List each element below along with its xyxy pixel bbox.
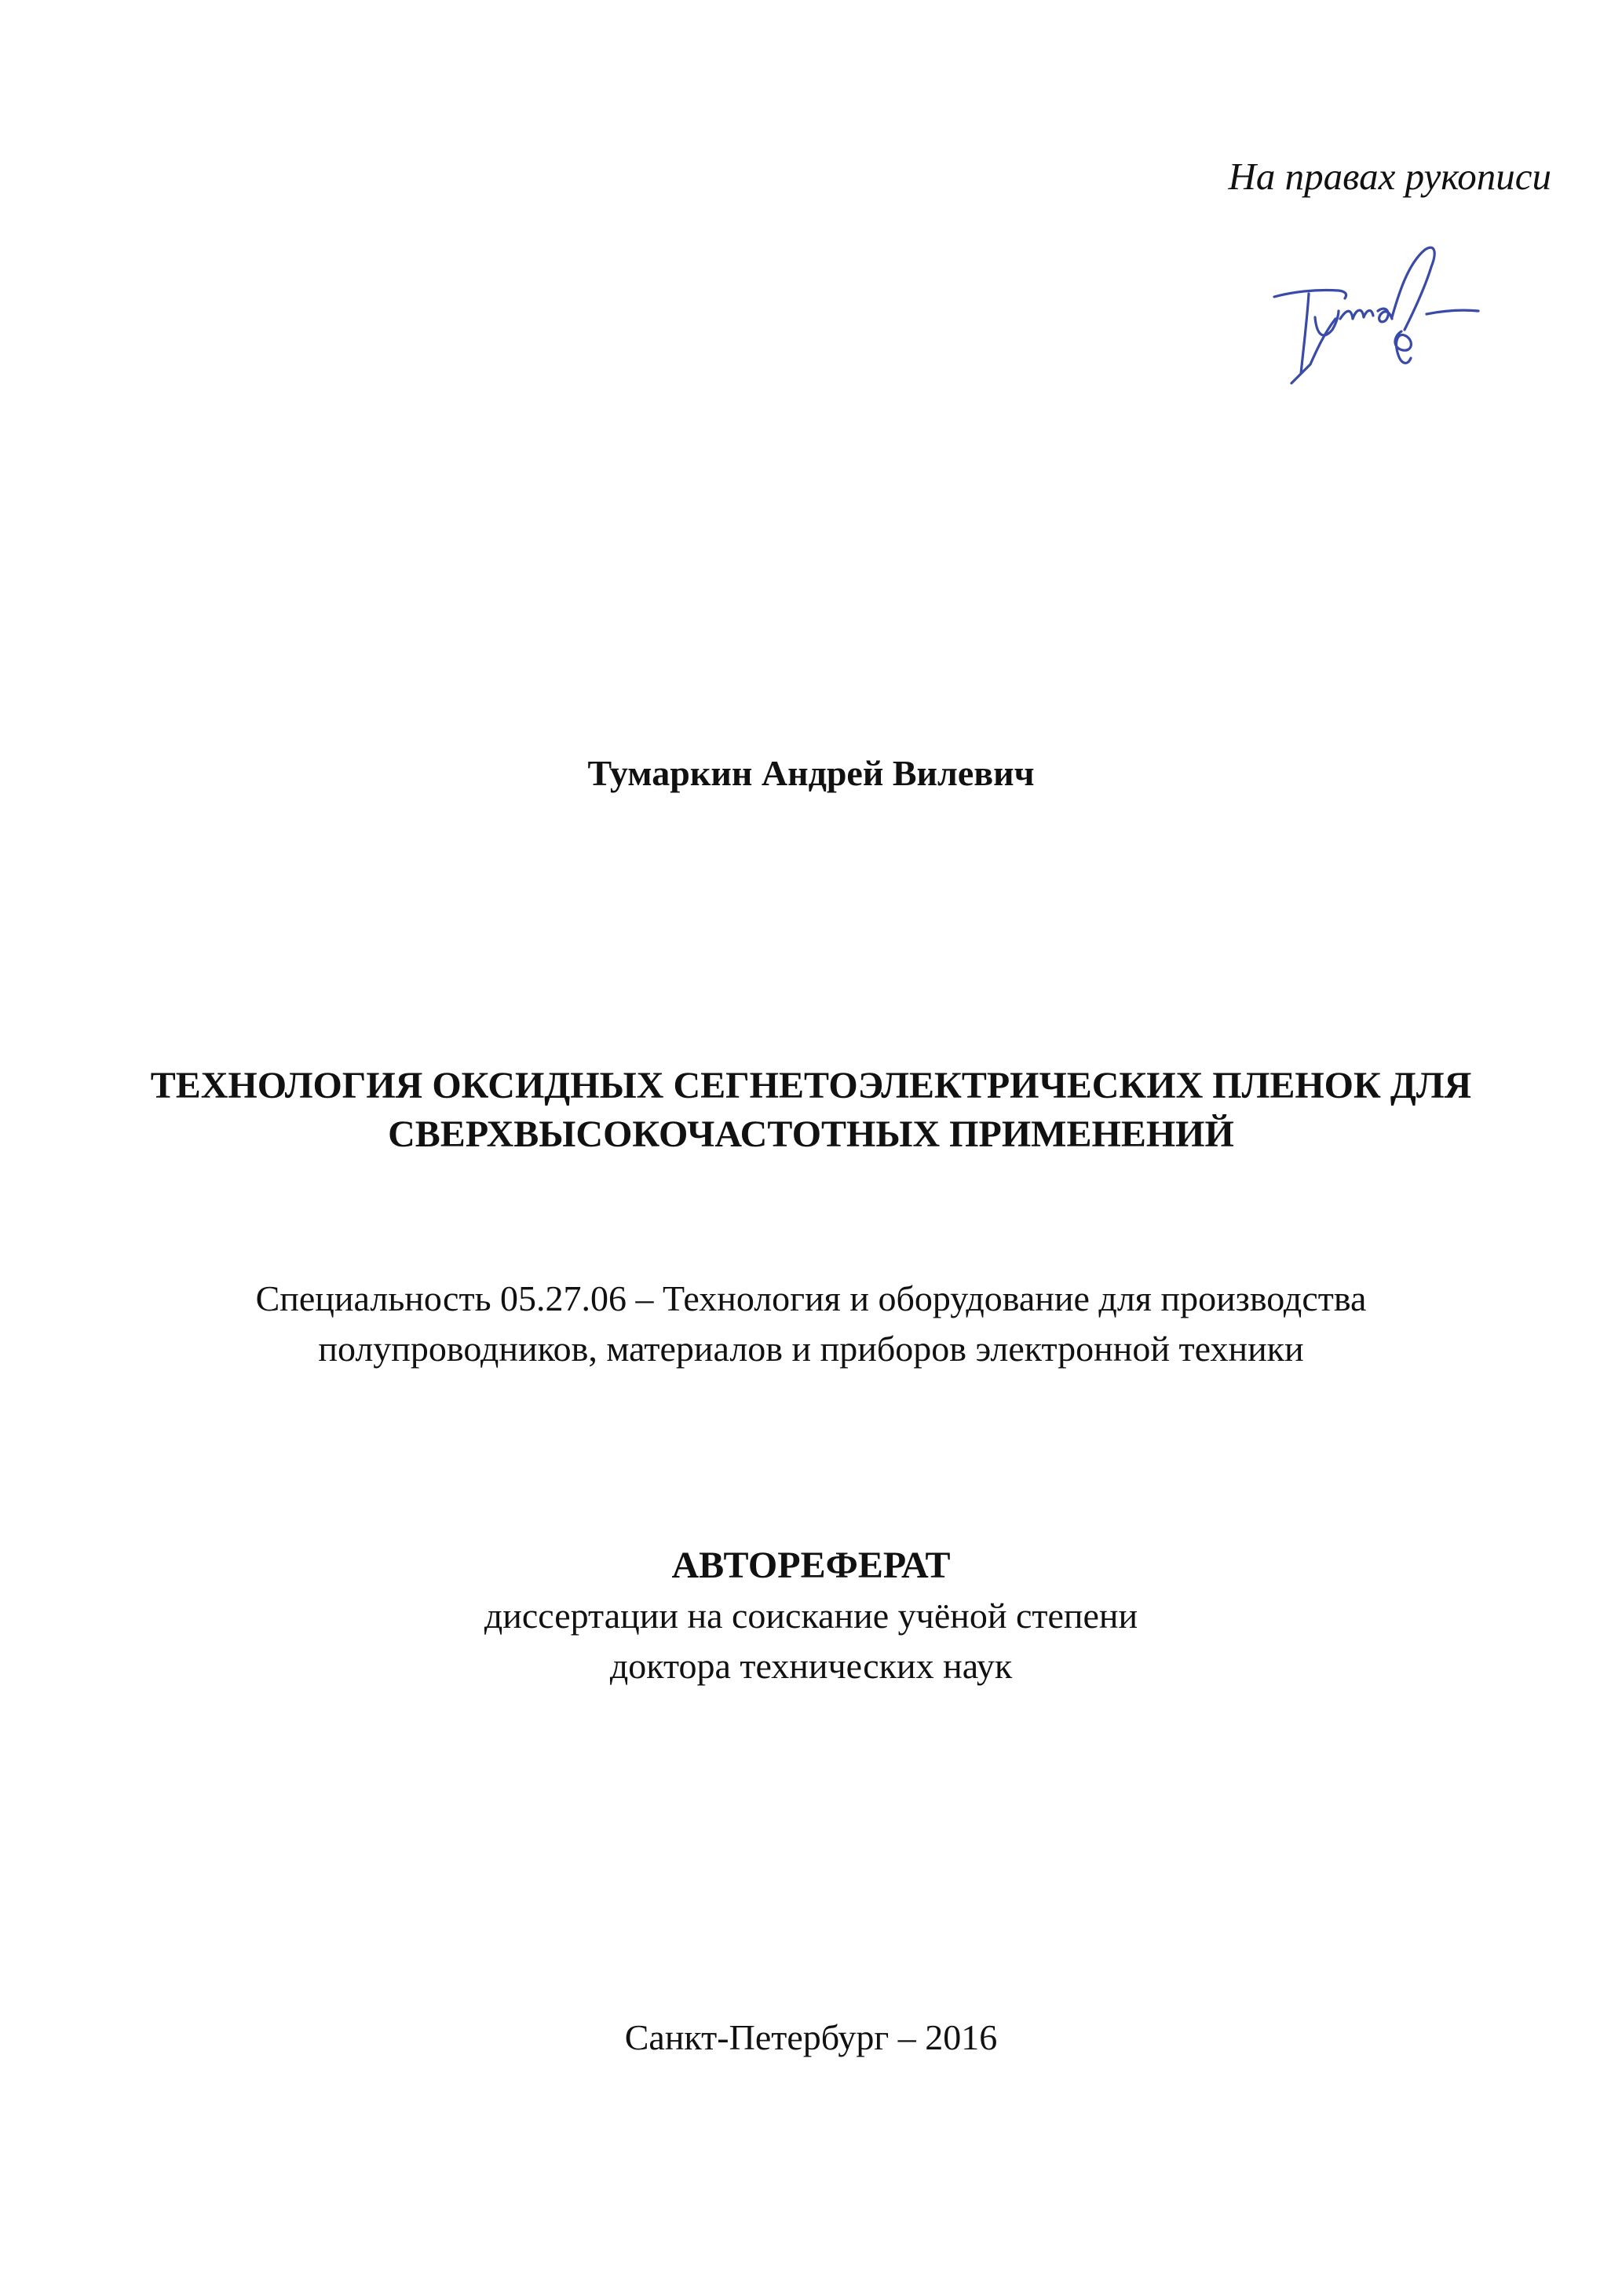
dissertation-title — [0, 1062, 1622, 1159]
abstract-block — [0, 1541, 1622, 1691]
rights-note: На правах рукописи — [1228, 155, 1551, 198]
city-year: Санкт-Петербург – 2016 — [624, 2017, 998, 2057]
abstract-line: диссертации на соискание учёной степени — [484, 1596, 1138, 1636]
specialty-line: полупроводников, материалов и приборов электронной техники — [318, 1329, 1304, 1369]
author-name: Тумаркин Андрей Вилевич — [587, 753, 1035, 793]
specialty-line: Специальность 05.27.06 – Технология и оборудование для производства — [255, 1278, 1367, 1318]
abstract-heading: АВТОРЕФЕРАТ — [671, 1545, 951, 1586]
title-line: СВЕРХВЫСОКОЧАСТОТНЫХ ПРИМЕНЕНИЙ — [388, 1113, 1234, 1155]
title-line: ТЕХНОЛОГИЯ ОКСИДНЫХ СЕГНЕТОЭЛЕКТРИЧЕСКИХ ПЛЕНОК ДЛЯ — [150, 1065, 1472, 1106]
specialty-text — [0, 1274, 1622, 1374]
abstract-line: доктора технических наук — [609, 1646, 1013, 1686]
signature-icon — [1260, 232, 1519, 413]
